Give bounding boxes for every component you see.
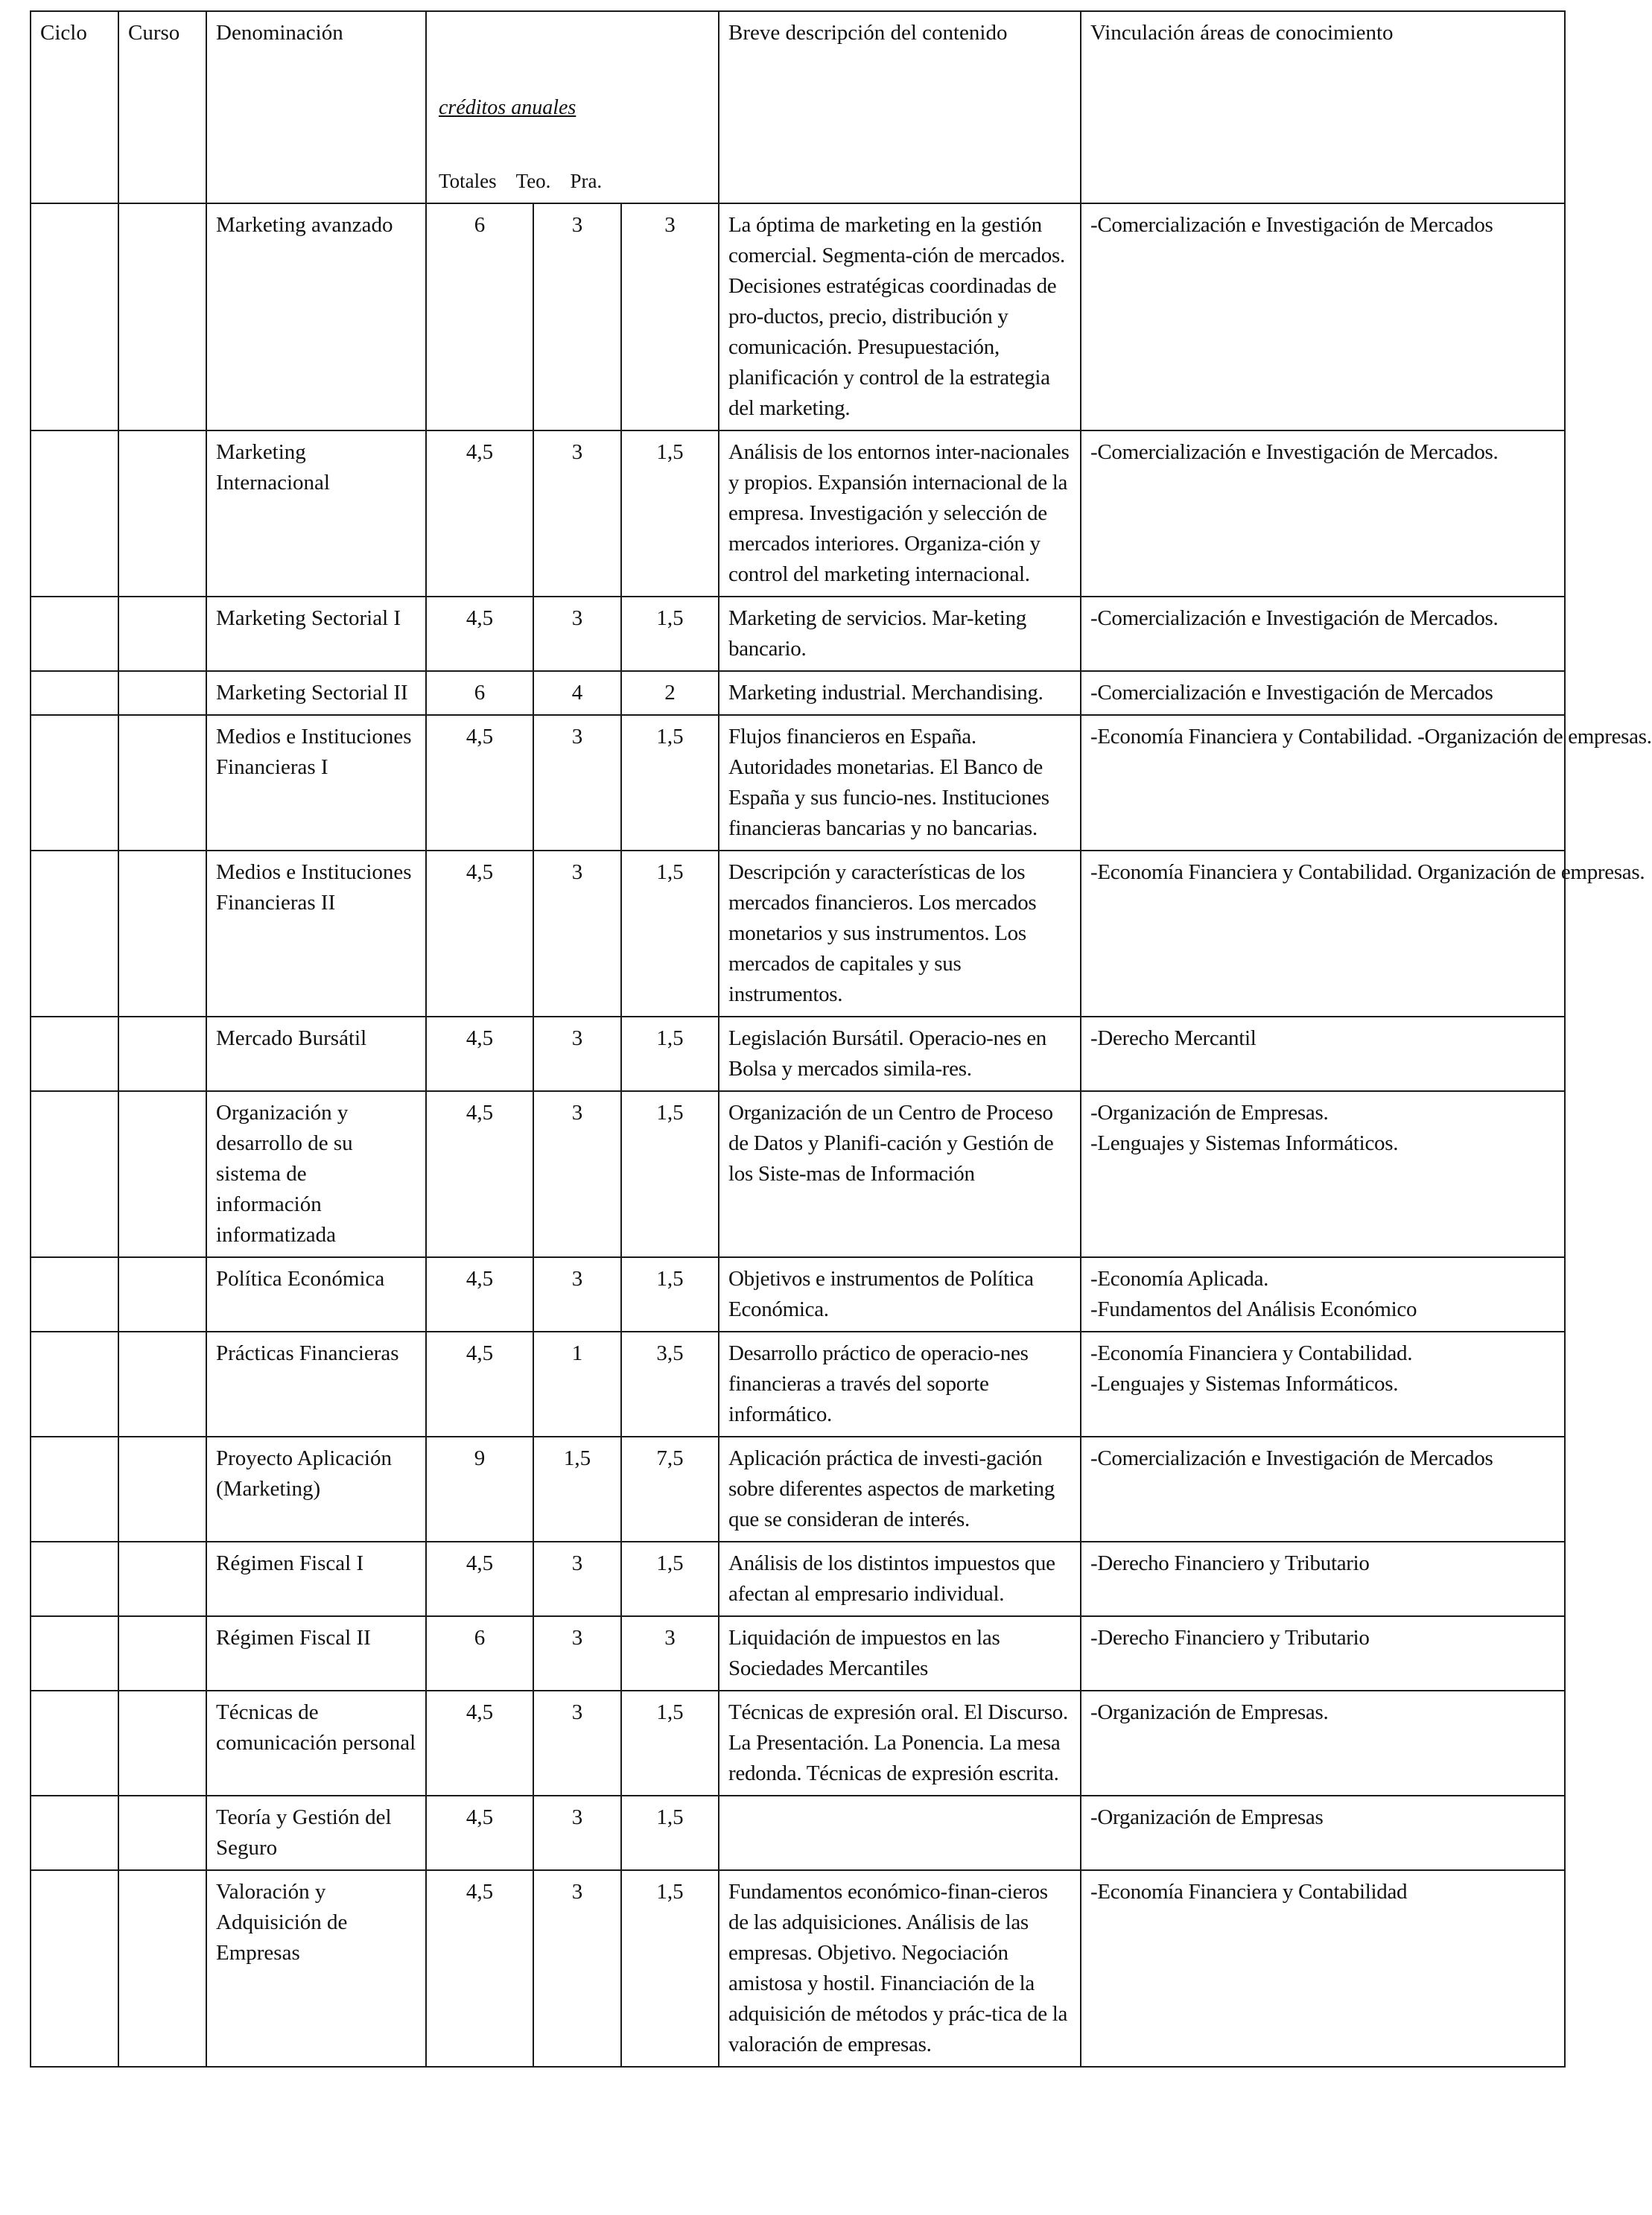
descripcion-cell: Marketing de servicios. Mar-keting bancario. [719,597,1081,671]
area-item: -Lenguajes y Sistemas Informáticos. [1090,1131,1399,1155]
teo-cell: 3 [533,1017,621,1091]
pra-cell: 1,5 [621,1542,719,1616]
pra-cell: 3 [621,203,719,430]
curso-cell [118,1437,206,1542]
area-item: -Organización de Empresas [1090,1805,1324,1829]
vinculacion-cell [1081,597,1565,671]
totales-cell: 4,5 [426,1691,533,1796]
curso-cell [118,597,206,671]
table-row [31,430,1565,597]
header-ciclo: Ciclo [31,11,118,203]
header-denominacion: Denominación [206,11,426,203]
descripcion-cell: Organización de un Centro de Proceso de Datos y Planifi-cación y Gestión de los Siste-mas de Información [719,1091,1081,1257]
descripcion-cell: Objetivos e instrumentos de Política Económica. [719,1257,1081,1332]
pra-cell: 2 [621,671,719,715]
ciclo-cell [31,203,118,430]
denominacion-cell: Teoría y Gestión del Seguro [206,1796,426,1870]
denominacion-cell: Régimen Fiscal II [206,1616,426,1691]
curso-cell [118,1332,206,1437]
ciclo-cell [31,1796,118,1870]
denominacion-cell: Mercado Bursátil [206,1017,426,1091]
curriculum-table [30,10,1652,2068]
descripcion-cell: Descripción y características de los mercados financieros. Los mercados monetarios y sus instrumentos. Los mercados de capitales y sus instrumentos. [719,851,1081,1017]
pra-cell: 1,5 [621,1017,719,1091]
curso-cell [118,715,206,851]
totales-cell: 4,5 [426,1796,533,1870]
descripcion-cell: Técnicas de expresión oral. El Discurso. La Presentación. La Ponencia. La mesa redonda. Técnicas de expresión escrita. [719,1691,1081,1796]
header-curso: Curso [118,11,206,203]
table-row [31,1017,1565,1091]
table-row [31,203,1565,430]
descripcion-cell: Liquidación de impuestos en las Sociedades Mercantiles [719,1616,1081,1691]
table-header [31,11,1565,203]
ciclo-cell [31,1437,118,1542]
pra-cell: 7,5 [621,1437,719,1542]
descripcion-cell: Análisis de los distintos impuestos que afectan al empresario individual. [719,1542,1081,1616]
teo-cell: 3 [533,1091,621,1257]
ciclo-cell [31,1691,118,1796]
area-item: -Economía Aplicada. [1090,1267,1269,1291]
curso-cell [118,671,206,715]
header-totales: Totales [439,170,497,192]
table-row [31,1257,1565,1332]
vinculacion-cell [1081,1437,1565,1542]
area-item: -Economía Financiera y Contabilidad. [1090,1341,1413,1365]
table-row [31,851,1565,1017]
ciclo-cell [31,430,118,597]
descripcion-cell: Desarrollo práctico de operacio-nes financieras a través del soporte informático. [719,1332,1081,1437]
curso-cell [118,1017,206,1091]
denominacion-cell: Organización y desarrollo de su sistema de información informatizada [206,1091,426,1257]
totales-cell: 4,5 [426,1870,533,2067]
denominacion-cell: Política Económica [206,1257,426,1332]
totales-cell: 9 [426,1437,533,1542]
vinculacion-cell [1081,671,1565,715]
pra-cell: 3 [621,1616,719,1691]
area-item: -Comercialización e Investigación de Mercados. [1090,606,1499,630]
totales-cell: 4,5 [426,430,533,597]
descripcion-cell: Análisis de los entornos inter-nacionales y propios. Expansión internacional de la empresa. Investigación y selección de mercados interiores. Organiza-ción y control del marketing internacional. [719,430,1081,597]
descripcion-cell: Flujos financieros en España. Autoridades monetarias. El Banco de España y sus funcio-nes. Instituciones financieras bancarias y no bancarias. [719,715,1081,851]
table-row [31,715,1565,851]
totales-cell: 6 [426,203,533,430]
denominacion-cell: Régimen Fiscal I [206,1542,426,1616]
ciclo-cell [31,1017,118,1091]
descripcion-cell [719,1796,1081,1870]
denominacion-cell: Prácticas Financieras [206,1332,426,1437]
descripcion-cell: Legislación Bursátil. Operacio-nes en Bolsa y mercados simila-res. [719,1017,1081,1091]
teo-cell: 3 [533,1796,621,1870]
teo-cell: 4 [533,671,621,715]
totales-cell: 6 [426,671,533,715]
area-item: -Derecho Financiero y Tributario [1090,1626,1370,1650]
pra-cell: 1,5 [621,1257,719,1332]
denominacion-cell: Proyecto Aplicación (Marketing) [206,1437,426,1542]
ciclo-cell [31,1257,118,1332]
pra-cell: 1,5 [621,1691,719,1796]
ciclo-cell [31,851,118,1017]
descripcion-cell: Aplicación práctica de investi-gación sobre diferentes aspectos de marketing que se consideran de interés. [719,1437,1081,1542]
area-item: -Derecho Mercantil [1090,1026,1257,1050]
curso-cell [118,1257,206,1332]
vinculacion-cell [1081,1542,1565,1616]
header-creditos [426,11,719,203]
vinculacion-cell [1081,1091,1565,1257]
area-item: -Economía Financiera y Contabilidad. Organización de empresas. [1090,860,1645,884]
curso-cell [118,203,206,430]
totales-cell: 4,5 [426,1332,533,1437]
denominacion-cell: Medios e Instituciones Financieras I [206,715,426,851]
denominacion-cell: Marketing avanzado [206,203,426,430]
totales-cell: 4,5 [426,1017,533,1091]
vinculacion-cell [1081,1017,1565,1091]
header-creditos-title: créditos anuales [439,96,576,119]
area-item: -Comercialización e Investigación de Mercados [1090,1446,1493,1470]
ciclo-cell [31,1091,118,1257]
teo-cell: 1 [533,1332,621,1437]
area-item: -Economía Financiera y Contabilidad. -Organización de empresas. [1090,725,1652,749]
pra-cell: 1,5 [621,715,719,851]
ciclo-cell [31,1332,118,1437]
table-body [31,203,1652,2067]
denominacion-cell: Marketing Sectorial II [206,671,426,715]
pra-cell: 1,5 [621,430,719,597]
teo-cell: 3 [533,851,621,1017]
totales-cell: 4,5 [426,1542,533,1616]
pra-cell: 1,5 [621,1796,719,1870]
teo-cell: 3 [533,1616,621,1691]
totales-cell: 4,5 [426,597,533,671]
totales-cell: 4,5 [426,1091,533,1257]
denominacion-cell: Valoración y Adquisición de Empresas [206,1870,426,2067]
teo-cell: 3 [533,1257,621,1332]
table-row [31,1616,1565,1691]
area-item: -Fundamentos del Análisis Económico [1090,1297,1417,1321]
vinculacion-cell [1081,1796,1565,1870]
table-row [31,597,1565,671]
header-descripcion: Breve descripción del contenido [719,11,1081,203]
teo-cell: 3 [533,430,621,597]
denominacion-cell: Medios e Instituciones Financieras II [206,851,426,1017]
totales-cell: 4,5 [426,715,533,851]
vinculacion-cell [1081,851,1645,1017]
curso-cell [118,430,206,597]
table-row [31,1870,1565,2067]
area-item: -Comercialización e Investigación de Mercados. [1090,440,1499,464]
teo-cell: 3 [533,1870,621,2067]
curso-cell [118,1091,206,1257]
teo-cell: 3 [533,203,621,430]
totales-cell: 4,5 [426,851,533,1017]
ciclo-cell [31,1870,118,2067]
curso-cell [118,1870,206,2067]
vinculacion-cell [1081,203,1565,430]
descripcion-cell: Fundamentos económico-finan-cieros de las adquisiciones. Análisis de las empresas. Objetivo. Negociación amistosa y hostil. Financiación de la adquisición de métodos y prác-tica de la valoración de empresas. [719,1870,1081,2067]
totales-cell: 4,5 [426,1257,533,1332]
header-pra: Pra. [570,170,603,192]
table-row [31,1332,1565,1437]
area-item: -Comercialización e Investigación de Mercados [1090,681,1493,705]
area-item: -Organización de Empresas. [1090,1101,1329,1125]
table-row [31,1691,1565,1796]
header-vinculacion: Vinculación áreas de conocimiento [1081,11,1565,203]
curso-cell [118,1542,206,1616]
teo-cell: 3 [533,597,621,671]
table-row [31,1091,1565,1257]
ciclo-cell [31,715,118,851]
denominacion-cell: Técnicas de comunicación personal [206,1691,426,1796]
descripcion-cell: La óptima de marketing en la gestión comercial. Segmenta-ción de mercados. Decisiones estratégicas coordinadas de pro-ductos, precio, distribución y comunicación. Presupuestación, planificación y control de la estrategia del marketing. [719,203,1081,430]
denominacion-cell: Marketing Internacional [206,430,426,597]
vinculacion-cell [1081,1257,1565,1332]
area-item: -Comercialización e Investigación de Mercados [1090,213,1493,237]
descripcion-cell: Marketing industrial. Merchandising. [719,671,1081,715]
vinculacion-cell [1081,1616,1565,1691]
area-item: -Lenguajes y Sistemas Informáticos. [1090,1372,1399,1396]
header-teo: Teo. [515,170,551,192]
denominacion-cell: Marketing Sectorial I [206,597,426,671]
ciclo-cell [31,1542,118,1616]
teo-cell: 3 [533,1542,621,1616]
teo-cell: 1,5 [533,1437,621,1542]
ciclo-cell [31,671,118,715]
pra-cell: 3,5 [621,1332,719,1437]
ciclo-cell [31,597,118,671]
teo-cell: 3 [533,715,621,851]
table-row [31,1542,1565,1616]
table-row [31,1437,1565,1542]
table-row [31,671,1565,715]
vinculacion-cell [1081,1332,1565,1437]
vinculacion-cell [1081,430,1565,597]
totales-cell: 6 [426,1616,533,1691]
curso-cell [118,1616,206,1691]
vinculacion-cell [1081,715,1652,851]
pra-cell: 1,5 [621,597,719,671]
curso-cell [118,1691,206,1796]
curso-cell [118,1796,206,1870]
area-item: -Economía Financiera y Contabilidad [1090,1880,1408,1904]
table-row [31,1796,1565,1870]
vinculacion-cell [1081,1870,1565,2067]
curso-cell [118,851,206,1017]
vinculacion-cell [1081,1691,1565,1796]
area-item: -Organización de Empresas. [1090,1700,1329,1724]
pra-cell: 1,5 [621,1870,719,2067]
pra-cell: 1,5 [621,851,719,1017]
area-item: -Derecho Financiero y Tributario [1090,1551,1370,1575]
pra-cell: 1,5 [621,1091,719,1257]
teo-cell: 3 [533,1691,621,1796]
ciclo-cell [31,1616,118,1691]
